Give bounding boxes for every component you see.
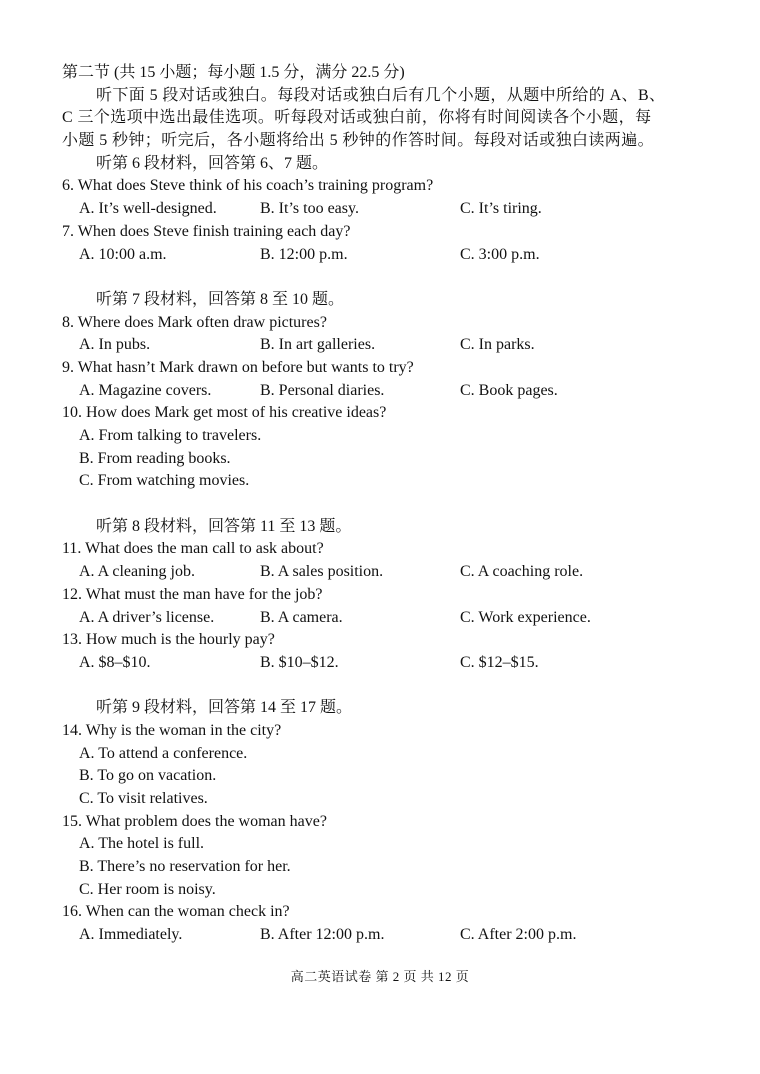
option-c: C. Work experience.	[460, 608, 591, 626]
option-a: A. In pubs.	[79, 336, 151, 354]
section-title: 第二节 (共 15 小题；每小题 1.5 分，满分 22.5 分)	[62, 64, 405, 81]
group-header: 听第 8 段材料，回答第 11 至 13 题。	[96, 517, 352, 535]
question-stem: 10. How does Mark get most of his creative ideas?	[62, 404, 387, 422]
option-c: C. After 2:00 p.m.	[460, 926, 577, 944]
option-b: B. $10–$12.	[260, 653, 339, 671]
option-row	[62, 334, 702, 357]
option-row	[62, 924, 702, 947]
option-c: C. Her room is noisy.	[79, 880, 216, 898]
option-row	[62, 607, 702, 630]
instruction-line: 小题 5 秒钟；听完后，各小题将给出 5 秒钟的作答时间。每段对话或独白读两遍。	[62, 132, 655, 150]
option-b: B. To go on vacation.	[79, 767, 217, 785]
option-c: C. $12–$15.	[460, 653, 539, 671]
option-b: B. Personal diaries.	[260, 381, 385, 399]
option-a: A. The hotel is full.	[79, 835, 205, 853]
option-b: B. A sales position.	[260, 563, 384, 581]
option-c: C. From watching movies.	[79, 472, 250, 490]
option-c: C. In parks.	[460, 336, 535, 354]
option-a: A. A driver’s license.	[79, 608, 215, 626]
question-stem: 13. How much is the hourly pay?	[62, 631, 275, 649]
option-a: A. To attend a conference.	[79, 744, 248, 762]
option-b: B. It’s too easy.	[260, 200, 359, 218]
option-row	[62, 198, 702, 221]
group-header: 听第 9 段材料，回答第 14 至 17 题。	[96, 699, 353, 717]
group-header: 听第 6 段材料，回答第 6、7 题。	[96, 154, 329, 172]
section-content	[62, 62, 702, 947]
spacer	[62, 266, 702, 289]
option-row	[62, 380, 702, 403]
option-row	[62, 561, 702, 584]
option-a: A. Magazine covers.	[79, 381, 212, 399]
spacer	[62, 493, 702, 516]
spacer	[62, 675, 702, 698]
option-a: A. It’s well-designed.	[79, 200, 217, 218]
option-b: B. There’s no reservation for her.	[79, 858, 291, 876]
option-b: B. From reading books.	[79, 449, 231, 467]
option-row	[62, 244, 702, 267]
question-stem: 12. What must the man have for the job?	[62, 585, 323, 603]
option-a: A. Immediately.	[79, 926, 183, 944]
group-header: 听第 7 段材料，回答第 8 至 10 题。	[96, 290, 345, 308]
option-a: A. From talking to travelers.	[79, 427, 262, 444]
question-stem: 15. What problem does the woman have?	[62, 812, 327, 830]
option-c: C. Book pages.	[460, 381, 558, 399]
question-stem: 6. What does Steve think of his coach’s training program?	[62, 177, 434, 195]
option-c: C. A coaching role.	[460, 563, 584, 581]
page-footer: 高二英语试卷 第 2 页 共 12 页	[290, 969, 470, 984]
question-stem: 7. When does Steve finish training each day?	[62, 222, 351, 240]
instruction-line: C 三个选项中选出最佳选项。听每段对话或独白前，你将有时间阅读各个小题，每	[62, 109, 652, 127]
instruction-line: 听下面 5 段对话或独白。每段对话或独白后有几个小题，从题中所给的 A、B、	[96, 86, 666, 104]
question-stem: 11. What does the man call to ask about?	[62, 540, 324, 558]
option-a: A. 10:00 a.m.	[79, 245, 167, 263]
option-row	[62, 652, 702, 675]
option-b: B. In art galleries.	[260, 336, 376, 354]
question-stem: 8. Where does Mark often draw pictures?	[62, 313, 327, 331]
option-b: B. A camera.	[260, 608, 343, 626]
question-stem: 9. What hasn’t Mark drawn on before but wants to try?	[62, 358, 414, 376]
question-stem: 14. Why is the woman in the city?	[62, 721, 282, 739]
option-c: C. 3:00 p.m.	[460, 245, 540, 263]
option-a: A. A cleaning job.	[79, 563, 195, 581]
question-stem: 16. When can the woman check in?	[62, 903, 290, 921]
option-b: B. 12:00 p.m.	[260, 245, 348, 263]
option-a: A. $8–$10.	[79, 653, 151, 671]
option-c: C. It’s tiring.	[460, 200, 542, 218]
option-b: B. After 12:00 p.m.	[260, 926, 385, 944]
option-c: C. To visit relatives.	[79, 790, 208, 807]
